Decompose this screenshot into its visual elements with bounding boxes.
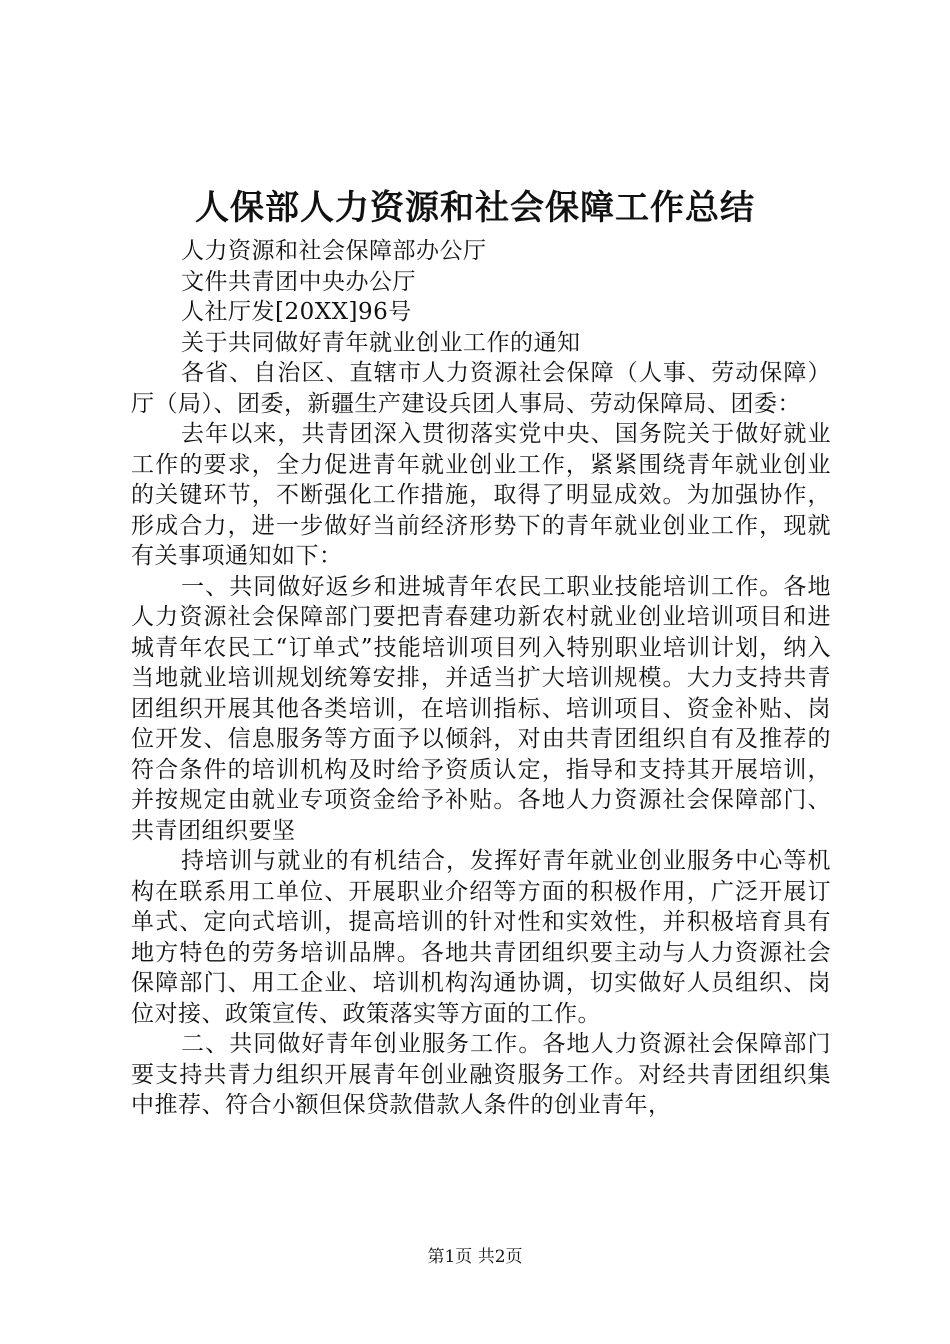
notice-subject: 关于共同做好青年就业创业工作的通知 (181, 329, 581, 356)
body-paragraph: 持培训与就业的有机结合，发挥好青年就业创业服务中心等机构在联系用工单位、开展职业介绍等方面的积极作用，广泛开展订单式、定向式培训，提高培训的针对性和实效性，并积极培育具有地方特色的劳务培训品牌。各地共青团组织要主动与人力资源社会保障部门、用工企业、培训机构沟通协调，切实做好人员组织、岗位对接、政策宣传、政策落实等方面的工作。 (131, 848, 831, 1027)
document-body (131, 236, 831, 1121)
page-footer: 第1页 共2页 (427, 1247, 523, 1267)
issuer-line: 文件共青团中央办公厅 (181, 268, 416, 295)
document-title: 人保部人力资源和社会保障工作总结 (195, 188, 755, 228)
addressee-paragraph: 各省、自治区、直辖市人力资源社会保障（人事、劳动保障）厅（局）、团委，新疆生产建设兵团人事局、劳动保障局、团委： (131, 360, 831, 417)
body-paragraph: 二、共同做好青年创业服务工作。各地人力资源社会保障部门要支持共青力组织开展青年创业融资服务工作。对经共青团组织集中推荐、符合小额但保贷款借款人条件的创业青年， (131, 1031, 831, 1118)
body-paragraph: 一、共同做好返乡和进城青年农民工职业技能培训工作。各地人力资源社会保障部门要把青春建功新农村就业创业培训项目和进城青年农民工“订单式”技能培训项目列入特别职业培训计划，纳入当地就业培训规划统筹安排，并适当扩大培训规模。大力支持共青团组织开展其他各类培训，在培训指标、培训项目、资金补贴、岗位开发、信息服务等方面予以倾斜，对由共青团组织自有及推荐的符合条件的培训机构及时给予资质认定，指导和支持其开展培训，并按规定由就业专项资金给予补贴。各地人力资源社会保障部门、共青团组织要坚 (131, 573, 831, 844)
issuer-line: 人力资源和社会保障部办公厅 (181, 238, 487, 264)
document-number: 人社厅发[20XX]96号 (181, 299, 412, 325)
body-paragraph: 去年以来，共青团深入贯彻落实党中央、国务院关于做好就业工作的要求，全力促进青年就业创业工作，紧紧围绕青年就业创业的关键环节，不断强化工作措施，取得了明显成效。为加强协作，形成合力，进一步做好当前经济形势下的青年就业创业工作，现就有关事项通知如下： (131, 421, 831, 569)
